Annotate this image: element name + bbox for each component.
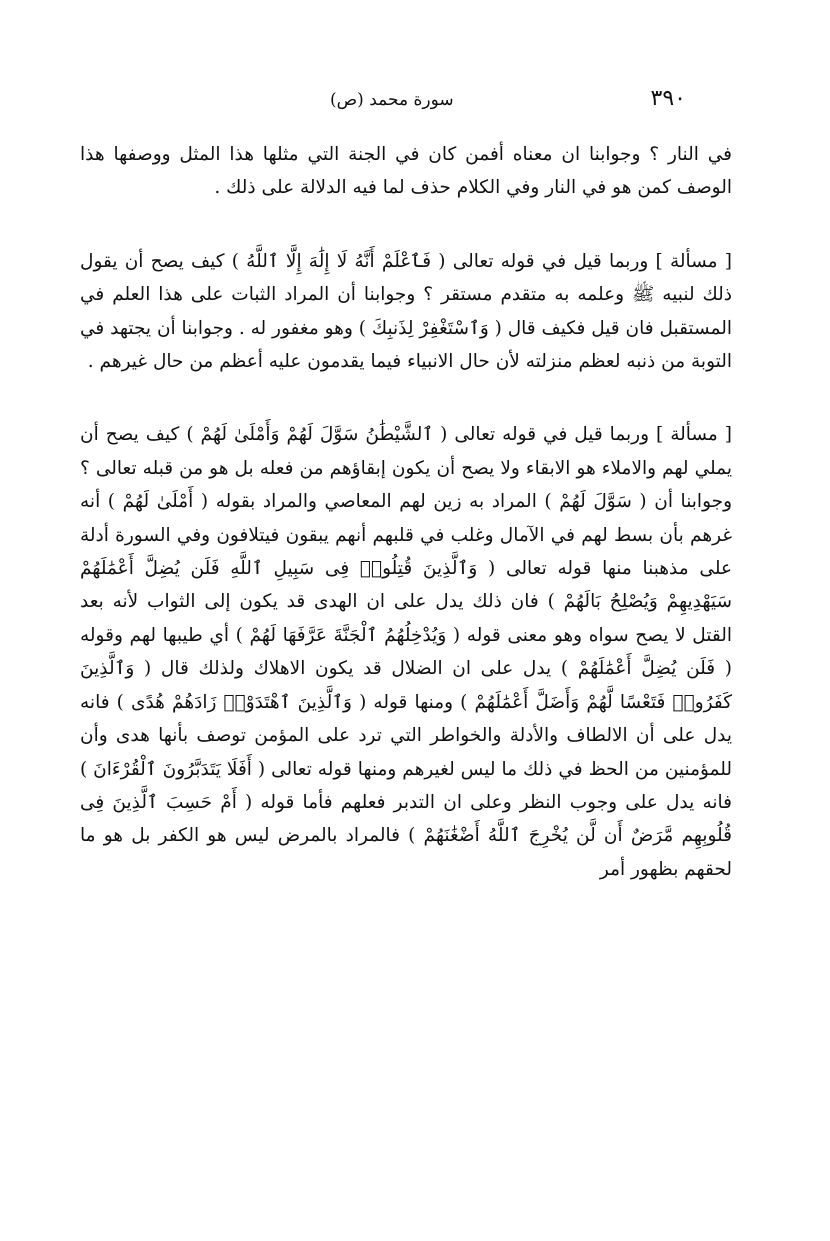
running-title: سورة محمد (ص): [330, 90, 454, 110]
page-number: ٣٩٠: [650, 86, 686, 111]
page-header: [300, 86, 686, 116]
paragraph-continuation: في النار ؟ وجوابنا ان معناه أفمن كان في الجنة التي مثلها هذا المثل ووصفها هذا الوصف كمن هو في النار وفي الكلام حذف لما فيه الدلالة على ذلك .: [80, 144, 732, 199]
paragraph-question-1: [ مسألة ] وربما قيل في قوله تعالى ( فَٱعْلَمْ أَنَّهُ لَا إِلَٰهَ إِلَّا ٱللَّهُ ) كيف يصح أن يقول ذلك لنبيه ﷺ وعلمه به متقدم مستقر ؟ وجوابنا أن المراد الثبات على هذا العلم في المستقبل فان قيل فكيف قال ( وَٱسْتَغْفِرْ لِذَنبِكَ ) وهو مغفور له . وجوابنا أن يجتهد في التوبة من ذنبه لعظم منزلته لأن حال الانبياء فيما يقدمون عليه أعظم من حال غيرهم .: [80, 250, 732, 373]
paragraph-question-2: [ مسألة ] وربما قيل في قوله تعالى ( ٱلشَّيْطَٰنُ سَوَّلَ لَهُمْ وَأَمْلَىٰ لَهُمْ ) كيف يصح أن يملي لهم والاملاء هو الابقاء ولا يصح أن يكون إبقاؤهم من فعله بل هو من قبله تعالى ؟ وجوابنا أن ( سَوَّلَ لَهُمْ ) المراد به زين لهم المعاصي والمراد بقوله ( أَمْلَىٰ لَهُمْ ) أنه غرهم بأن بسط لهم في الآمال وغلب في قلبهم أنهم يبقون فيتلافون وفي السورة أدلة على مذهبنا منها قوله تعالى ( وَٱلَّذِينَ قُتِلُوا۟ فِى سَبِيلِ ٱللَّهِ فَلَن يُضِلَّ أَعْمَٰلَهُمْ سَيَهْدِيهِمْ وَيُصْلِحُ بَالَهُمْ ) فان ذلك يدل على ان الهدى قد يكون إلى الثواب لأنه بعد القتل لا يصح سواه وهو معنى قوله ( وَيُدْخِلُهُمُ ٱلْجَنَّةَ عَرَّفَهَا لَهُمْ ) أي طيبها لهم وقوله ( فَلَن يُضِلَّ أَعْمَٰلَهُمْ ) يدل على ان الضلال قد يكون الاهلاك ولذلك قال ( وَٱلَّذِينَ كَفَرُوا۟ فَتَعْسًا لَّهُمْ وَأَضَلَّ أَعْمَٰلَهُمْ ) ومنها قوله ( وَٱلَّذِينَ ٱهْتَدَوْا۟ زَادَهُمْ هُدًى ) فانه يدل على أن الالطاف والأدلة والخواطر التي ترد على المؤمن توصف بأنها هدى وأن للمؤمنين من الحظ في ذلك ما ليس لغيرهم ومنها قوله تعالى ( أَفَلَا يَتَدَبَّرُونَ ٱلْقُرْءَانَ ) فانه يدل على وجوب النظر وعلى ان التدبر فعلهم فأما قوله ( أَمْ حَسِبَ ٱلَّذِينَ فِى قُلُوبِهِم مَّرَضٌ أَن لَّن يُخْرِجَ ٱللَّهُ أَضْغَٰنَهُمْ ) فالمراد بالمرض ليس هو الكفر بل هو ما لحقهم بظهور أمر: [80, 424, 732, 880]
body-text: [80, 138, 732, 886]
